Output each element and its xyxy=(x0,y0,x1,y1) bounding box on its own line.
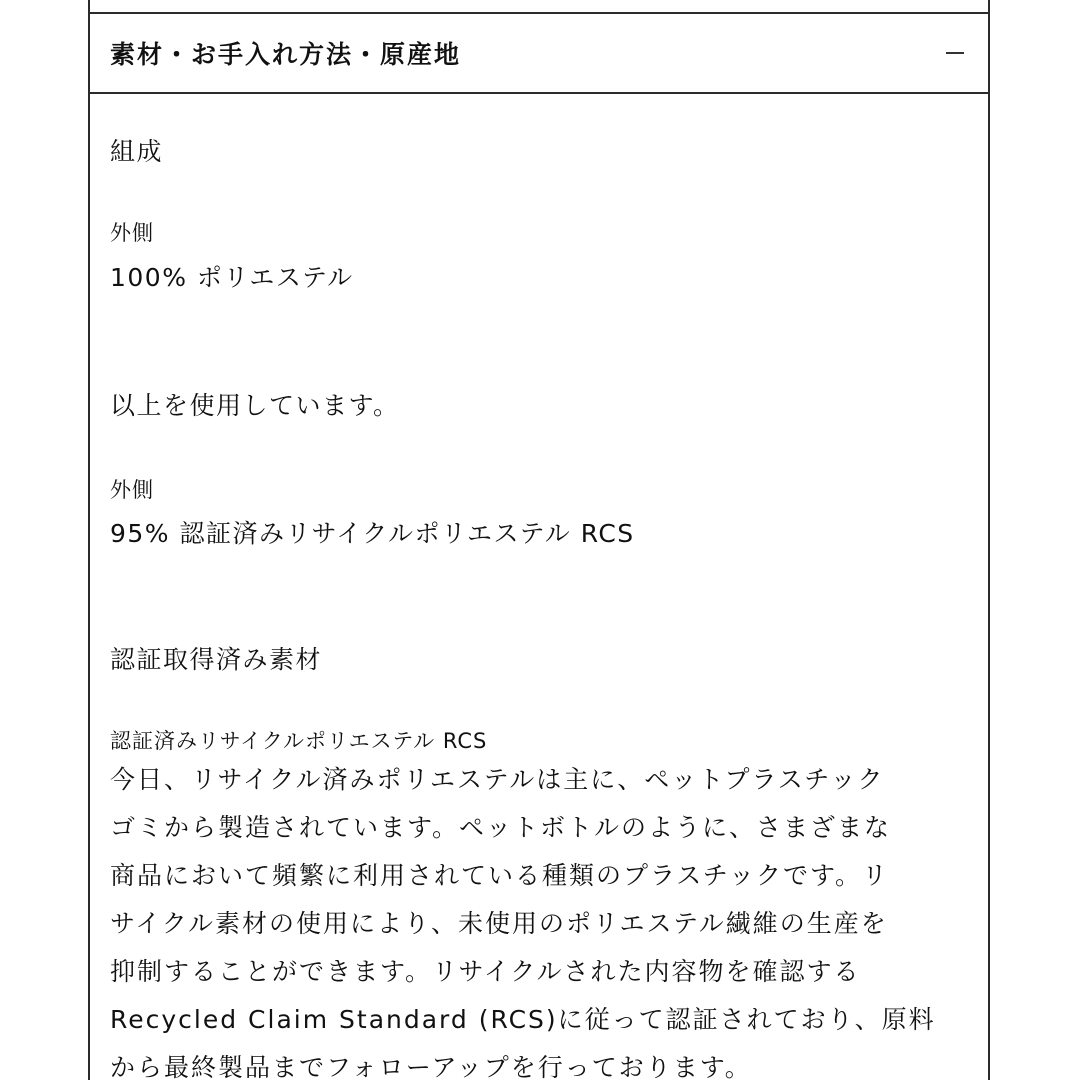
description-line: Recycled Claim Standard (RCS)に従って認証されており、原料 xyxy=(110,1005,936,1034)
description-line: 商品において頻繁に利用されている種類のプラスチックです。リ xyxy=(110,861,890,890)
outer-label: 外側 xyxy=(110,478,154,502)
description-line: サイクル素材の使用により、未使用のポリエステル繊維の生産を xyxy=(110,909,888,938)
description-line: 今日、リサイクル済みポリエステルは主に、ペットプラスチック xyxy=(110,765,885,794)
outer-composition-value: 100% ポリエステル xyxy=(110,263,354,292)
description-line: 抑制することができます。リサイクルされた内容物を確認する xyxy=(110,957,861,986)
certified-material-description xyxy=(110,756,936,1080)
composition-heading: 組成 xyxy=(110,137,164,166)
details-panel xyxy=(88,0,990,1080)
outer-recycled-value: 95% 認証済みリサイクルポリエステル RCS xyxy=(110,519,635,548)
certified-material-name: 認証済みリサイクルポリエステル RCS xyxy=(110,729,488,753)
accordion-header-materials-care-origin[interactable] xyxy=(90,14,988,94)
outer-label: 外側 xyxy=(110,221,154,245)
minus-icon[interactable] xyxy=(946,44,964,62)
usage-heading: 以上を使用しています。 xyxy=(110,391,400,420)
description-line: ゴミから製造されています。ペットボトルのように、さまざまな xyxy=(110,813,892,842)
accordion-title: 素材・お手入れ方法・原産地 xyxy=(110,40,462,69)
description-line: から最終製品までフォローアップを行っております。 xyxy=(110,1053,752,1080)
certified-materials-heading: 認証取得済み素材 xyxy=(110,645,323,674)
